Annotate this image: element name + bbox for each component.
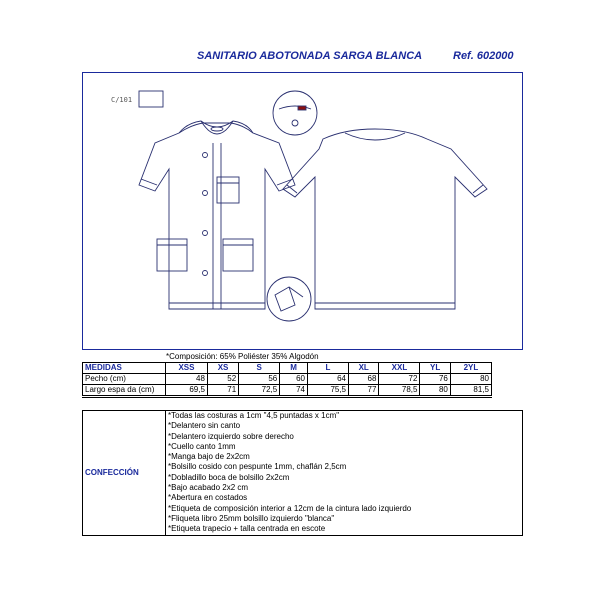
table-cell: 64 <box>307 374 348 385</box>
table-row <box>83 411 523 422</box>
table-cell: 76 <box>420 374 450 385</box>
row-label: Largo espa da (cm) <box>83 385 166 397</box>
table-cell: 78,5 <box>379 385 420 397</box>
technical-drawing <box>82 72 523 350</box>
confection-item: *Abertura en costados <box>166 493 523 503</box>
back-shirt-sketch <box>283 129 487 309</box>
table-cell: 60 <box>280 374 308 385</box>
confection-table <box>82 410 523 536</box>
table-cell: 52 <box>207 374 238 385</box>
measurements-header-row <box>83 363 492 374</box>
table-cell: 77 <box>349 385 379 397</box>
reference-number: Ref. 602000 <box>453 50 514 62</box>
table-cell: 80 <box>420 385 450 397</box>
table-cell: 72,5 <box>239 385 280 397</box>
table-cell: 81,5 <box>450 385 491 397</box>
confection-item: *Fliqueta libro 25mm bolsillo izquierdo "blanca" <box>166 514 523 524</box>
size-header: XL <box>349 363 379 374</box>
hem-detail-sketch <box>267 277 311 321</box>
size-header: XS <box>207 363 238 374</box>
table-cell: 75,5 <box>307 385 348 397</box>
table-cell: 68 <box>349 374 379 385</box>
table-cell: 48 <box>166 374 208 385</box>
size-header: XSS <box>166 363 208 374</box>
table-row <box>83 385 492 397</box>
confection-item: *Delantero sin canto <box>166 421 523 431</box>
document-title: SANITARIO ABOTONADA SARGA BLANCA <box>197 50 423 62</box>
size-header: L <box>307 363 348 374</box>
code-label: C/101 <box>111 96 133 104</box>
size-header: YL <box>420 363 450 374</box>
confection-item: *Bajo acabado 2x2 cm <box>166 483 523 493</box>
measurements-table <box>82 362 492 398</box>
confection-item: *Etiqueta trapecio + talla centrada en escote <box>166 524 523 535</box>
table-row <box>83 374 492 385</box>
confection-item: *Delantero izquierdo sobre derecho <box>166 432 523 442</box>
table-cell: 56 <box>239 374 280 385</box>
row-label: Pecho (cm) <box>83 374 166 385</box>
confection-item: *Etiqueta de composición interior a 12cm de la cintura lado izquierdo <box>166 504 523 514</box>
confection-item: *Dobladillo boca de bolsillo 2x2cm <box>166 473 523 483</box>
collar-detail-sketch <box>273 91 317 135</box>
front-shirt-sketch <box>139 121 295 309</box>
size-header: 2YL <box>450 363 491 374</box>
table-cell: 72 <box>379 374 420 385</box>
measurements-header: MEDIDAS <box>83 363 166 374</box>
confection-item: *Todas las costuras a 1cm "4,5 puntadas x 1cm" <box>166 411 523 422</box>
table-cell: 69,5 <box>166 385 208 397</box>
confection-item: *Bolsillo cosido con pespunte 1mm, chaflán 2,5cm <box>166 462 523 472</box>
table-cell: 80 <box>450 374 491 385</box>
composition-note: *Composición: 65% Poliéster 35% Algodón <box>166 352 319 361</box>
garment-sketch <box>83 73 521 348</box>
size-header: XXL <box>379 363 420 374</box>
table-cell: 71 <box>207 385 238 397</box>
confection-label: CONFECCIÓN <box>83 411 166 536</box>
confection-item: *Cuello canto 1mm <box>166 442 523 452</box>
table-cell: 74 <box>280 385 308 397</box>
size-header: S <box>239 363 280 374</box>
size-header: M <box>280 363 308 374</box>
confection-item: *Manga bajo de 2x2cm <box>166 452 523 462</box>
